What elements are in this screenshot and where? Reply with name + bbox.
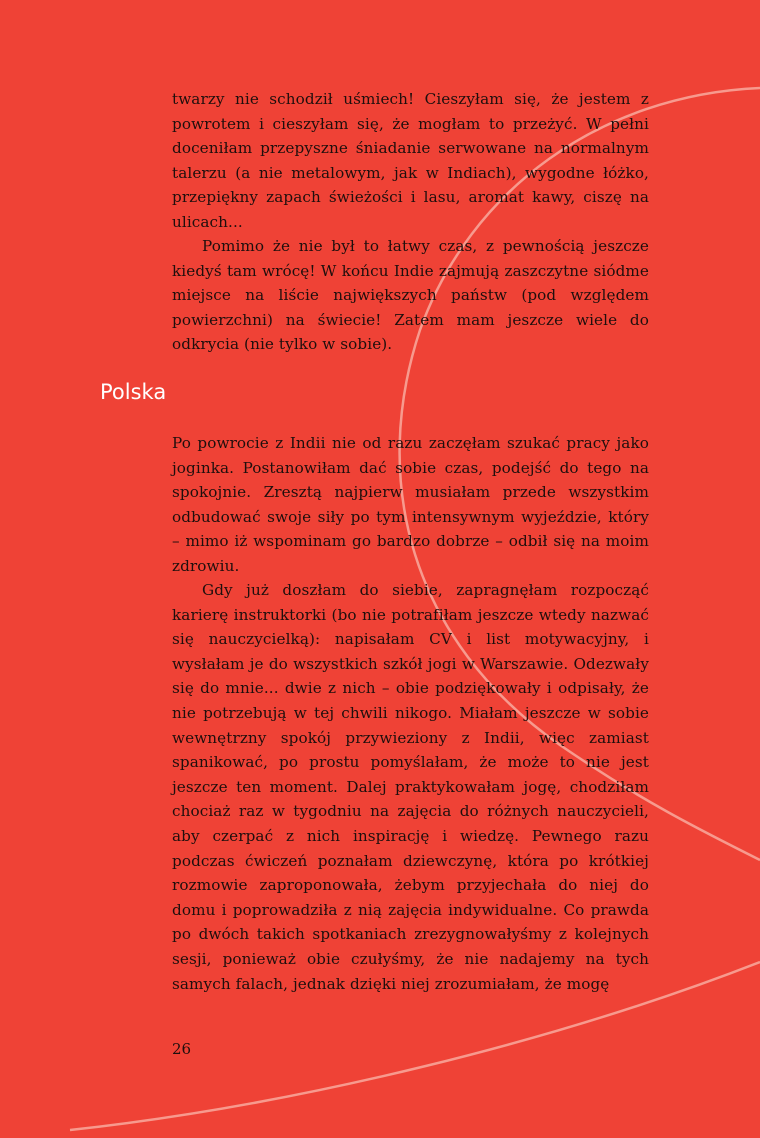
paragraph-after-india: Po powrocie z Indii nie od razu zaczęłam szukać pracy jako joginka. Postanowiłam dać sobie czas, podejść do tego na spokojnie. Zresztą najpierw musiałam przede wszystkim odbudować swoje siły po tym intensywnym wyjeździe, który – mimo iż wspominam go bardzo dobrze – odbił się na moim zdrowiu. (172, 434, 649, 575)
paragraph-india-return: Pomimo że nie był to łatwy czas, z pewnością jeszcze kiedyś tam wrócę! W końcu Indie zajmują zaszczytne siódme miejsce na liście największych państw (pod względem powierzchni) na świecie! Zatem mam jeszcze wiele do odkrycia (nie tylko w sobie). (172, 237, 649, 354)
paragraph-continuation: twarzy nie schodził uśmiech! Cieszyłam się, że jestem z powrotem i cieszyłam się, że mogłam to przeżyć. W pełni doceniłam przepyszne śniadanie serwowane na normalnym talerzu (a nie metalowym, jak w Indiach), wygodne łóżko, przepiękny zapach świeżości i lasu, aromat kawy, ciszę na ulicach... (172, 90, 649, 231)
page-number: 26 (172, 1040, 192, 1058)
paragraph-career-start: Gdy już doszłam do siebie, zapragnęłam rozpocząć karierę instruktorki (bo nie potrafiłam jeszcze wtedy nazwać się nauczycielką): napisałam CV i list motywacyjny, i wysłałam je do wszystkich szkół jogi w Warszawie. Odezwały się do mnie... dwie z nich – obie podziękowały i odpisały, że nie potrzebują w tej chwili nikogo. Miałam jeszcze w sobie wewnętrzny spokój przywieziony z Indii, więc zamiast spanikować, po prostu pomyślałam, że może to nie jest jeszcze ten moment. Dalej praktykowałam jogę, chodziłam chociaż raz w tygodniu na zajęcia do różnych nauczycieli, aby czerpać z nich inspirację i wiedzę. Pewnego razu podczas ćwiczeń poznałam dziewczynę, która po krótkiej rozmowie zaproponowała, żebym przyjechała do niej do domu i poprowadziła z nią zajęcia indywidualne. Co prawda po dwóch takich spotkaniach zrezygnowałyśmy z kolejnych sesji, ponieważ obie czułyśmy, że nie nadajemy na tych samych falach, jednak dzięki niej zrozumiałam, że mogę (172, 581, 649, 993)
section-heading: Polska (100, 380, 167, 404)
